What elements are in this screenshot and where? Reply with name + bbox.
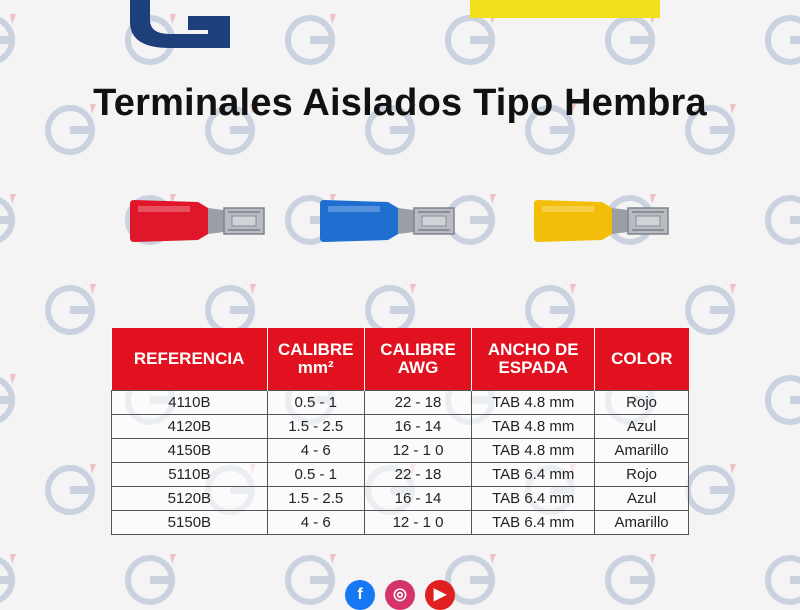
header-line: CALIBRE	[380, 340, 456, 359]
red-terminal	[128, 196, 268, 251]
table-cell: 16 - 14	[364, 487, 472, 511]
table-cell: 4110B	[112, 391, 268, 415]
table-row	[112, 439, 689, 463]
table-row	[112, 487, 689, 511]
table-cell: 22 - 18	[364, 391, 472, 415]
watermark-logo-icon	[760, 370, 800, 430]
table-cell: TAB 4.8 mm	[472, 439, 595, 463]
table-cell: 0.5 - 1	[267, 463, 364, 487]
table-cell: Rojo	[595, 391, 689, 415]
youtube-icon-glyph: ▶	[425, 580, 455, 610]
watermark-logo-icon	[760, 190, 800, 250]
table-row	[112, 511, 689, 535]
watermark-logo-icon	[120, 550, 180, 610]
table-cell: TAB 6.4 mm	[472, 511, 595, 535]
table-cell: Azul	[595, 415, 689, 439]
facebook-icon-glyph: f	[345, 580, 375, 610]
table-body	[112, 391, 689, 535]
header-line: REFERENCIA	[133, 349, 245, 368]
table-header-cell	[364, 328, 472, 391]
table-cell: 12 - 1 0	[364, 439, 472, 463]
page-title: Terminales Aislados Tipo Hembra	[93, 82, 707, 124]
table-header-cell	[112, 328, 268, 391]
watermark-logo-icon	[680, 280, 740, 340]
instagram-icon-glyph: ◎	[385, 580, 415, 610]
watermark-logo-icon	[600, 550, 660, 610]
table-cell: 16 - 14	[364, 415, 472, 439]
table-cell: 4 - 6	[267, 511, 364, 535]
table-cell: 4 - 6	[267, 439, 364, 463]
table-cell: Amarillo	[595, 439, 689, 463]
table-cell: 4120B	[112, 415, 268, 439]
watermark-logo-icon	[0, 370, 20, 430]
watermark-logo-icon	[760, 10, 800, 70]
watermark-logo-icon	[40, 280, 100, 340]
spec-table	[111, 328, 689, 535]
youtube-icon[interactable]	[425, 580, 455, 610]
table-cell: 5150B	[112, 511, 268, 535]
table-row	[112, 415, 689, 439]
watermark-logo-icon	[280, 550, 340, 610]
table-header-cell	[472, 328, 595, 391]
yellow-terminal	[532, 196, 672, 251]
watermark-logo-icon	[760, 550, 800, 610]
watermark-logo-icon	[40, 460, 100, 520]
watermark-logo-icon	[440, 10, 500, 70]
header-line: ANCHO DE	[487, 340, 579, 359]
watermark-logo-icon	[280, 10, 340, 70]
table-cell: Amarillo	[595, 511, 689, 535]
facebook-icon[interactable]	[345, 580, 375, 610]
table-cell: 4150B	[112, 439, 268, 463]
instagram-icon[interactable]	[385, 580, 415, 610]
table-cell: Rojo	[595, 463, 689, 487]
table-row	[112, 463, 689, 487]
header-line: AWG	[397, 358, 439, 377]
table-cell: 5110B	[112, 463, 268, 487]
table-header-cell	[595, 328, 689, 391]
table-cell: TAB 4.8 mm	[472, 415, 595, 439]
table-header-cell	[267, 328, 364, 391]
table-cell: 22 - 18	[364, 463, 472, 487]
table-cell: 5120B	[112, 487, 268, 511]
blue-terminal	[318, 196, 458, 251]
watermark-logo-icon	[0, 190, 20, 250]
header-line: ESPADA	[498, 358, 569, 377]
table-cell: TAB 4.8 mm	[472, 391, 595, 415]
table-header-row	[112, 328, 689, 391]
table-row	[112, 391, 689, 415]
brand-yellow-bar	[470, 0, 660, 18]
watermark-logo-icon	[0, 550, 20, 610]
table-cell: TAB 6.4 mm	[472, 487, 595, 511]
watermark-logo-icon	[0, 10, 20, 70]
watermark-logo-icon	[680, 460, 740, 520]
table-cell: 12 - 1 0	[364, 511, 472, 535]
table-cell: 0.5 - 1	[267, 391, 364, 415]
header-line: CALIBRE	[277, 340, 354, 359]
watermark-logo-icon	[600, 10, 660, 70]
header-line: COLOR	[611, 349, 673, 368]
table-cell: 1.5 - 2.5	[267, 487, 364, 511]
table-cell: 1.5 - 2.5	[267, 415, 364, 439]
table-cell: Azul	[595, 487, 689, 511]
header-line: mm²	[297, 358, 334, 377]
table-cell: TAB 6.4 mm	[472, 463, 595, 487]
brand-logo	[110, 0, 250, 52]
